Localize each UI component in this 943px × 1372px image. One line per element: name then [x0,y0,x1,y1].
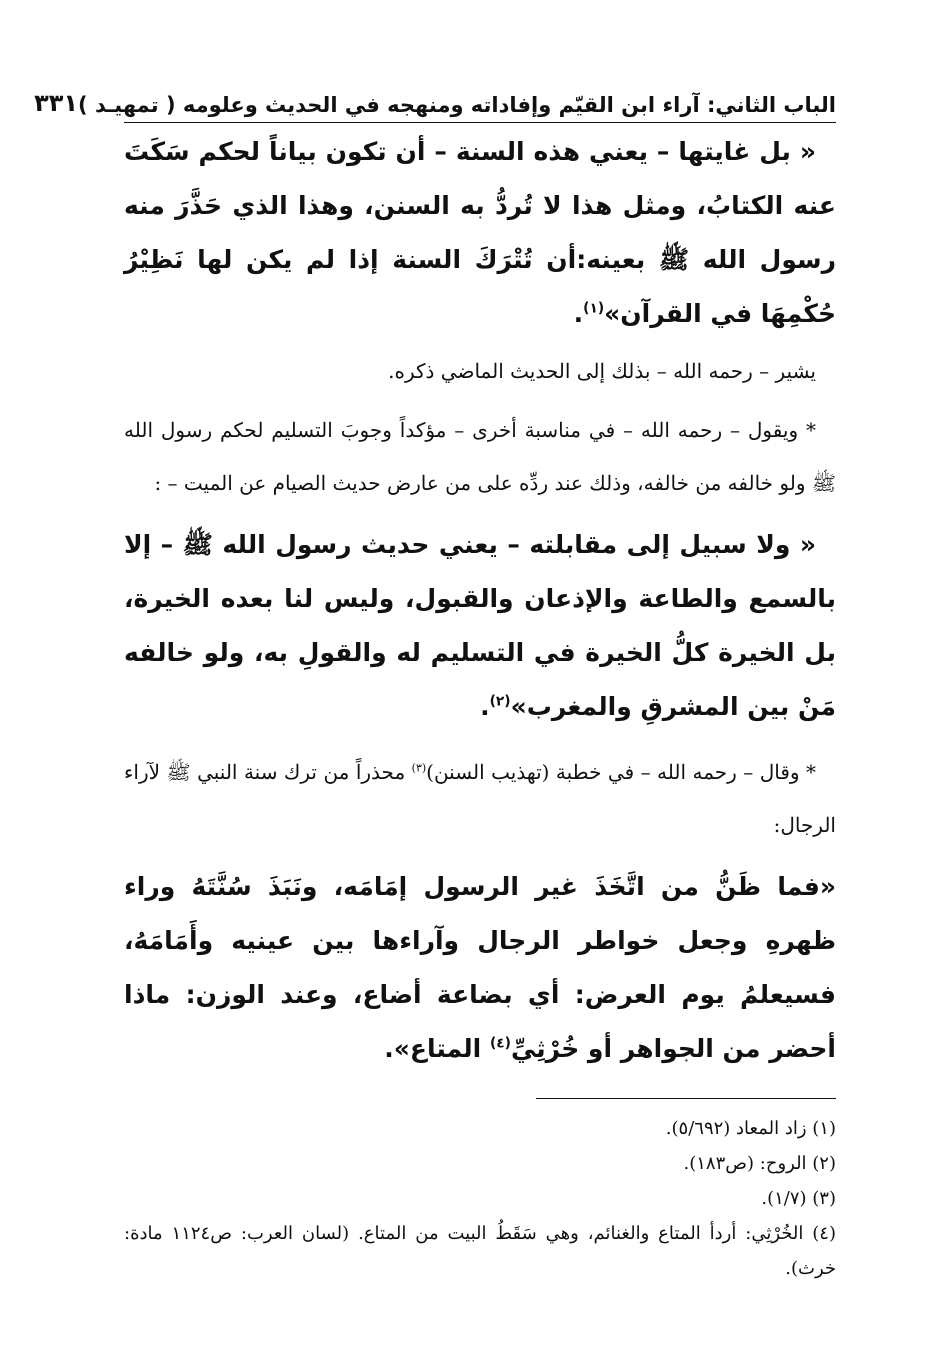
quote-1-text: « بل غايتها – يعني هذه السنة – أن تكون بياناً لحكم سَكَتَ عنه الكتابُ، ومثل هذا لا تُردُّ به السنن، وهذا الذي حَذَّرَ منه رسول الله ﷺ بعينه:أن تُتْرَكَ السنة إذا لم يكن لها نَظِيْرُ حُكْمِهَا في القرآن» [124,137,836,328]
quote-paragraph-1 [124,125,836,341]
footnote-ref-3: (٣) [411,761,427,775]
footnote-ref-2: (٢) [489,693,511,710]
footnote-4: (٤) الخُرْثِي: أردأ المتاع والغنائم، وهي سَقَطُ البيت من المتاع. (لسان العرب: ص١١٢٤ مادة: خرث). [124,1223,836,1279]
footnotes [124,1111,836,1286]
quote-3-text: «فما ظَنُّ من اتَّخَذَ غير الرسول إمَامَه، ونَبَذَ سُنَّتَهُ وراء ظهرهِ وجعل خواطر الرجال وآراءها بين عينيه وأَمَامَهُ، فسيعلمُ يوم العرض: أي بضاعة أضاع، وعند الوزن: ماذا أحضر من الجواهر أو خُرْثِيِّ [124,872,836,1063]
footnote-1: (١) زاد المعاد (٥/٦٩٢). [665,1118,836,1139]
quote-1-tail: . [573,299,584,328]
quote-paragraph-2 [124,518,836,734]
quote-3-tail: المتاع». [384,1034,490,1063]
intro-paragraph-2 [124,404,836,510]
chapter-title: الباب الثاني: آراء ابن القيّم وإفاداته ومنهجه في الحديث وعلومه ( تمهيـد ) [78,92,836,117]
intro-3-text-before: * وقال – رحمه الله – في خطبة (تهذيب السنن) [426,760,816,784]
intro-2-text: * ويقول – رحمه الله – في مناسبة أخرى – مؤكداً وجوبَ التسليم لحكم رسول الله ﷺ ولو خالفه من خالفه، وذلك عند ردِّه على من عارض حديث الصيام عن الميت – : [124,418,836,495]
footnote-ref-4: (٤) [489,1035,511,1052]
footnote-3: (٣) (١/٧). [761,1188,836,1209]
footnote-2: (٢) الروح: (ص١٨٣). [683,1153,836,1174]
footnote-ref-1: (١) [583,300,605,317]
quote-paragraph-3 [124,860,836,1076]
intro-3-text-after: محذراً من ترك سنة النبي ﷺ لآراء الرجال: [124,760,836,837]
quote-2-text: « ولا سبيل إلى مقابلته – يعني حديث رسول الله ﷺ – إلا بالسمع والطاعة والإذعان والقبول، وليس لنا بعده الخيرة، بل الخيرة كلُّ الخيرة في التسليم له والقولِ به، ولو خالفه مَنْ بين المشرقِ والمغرب» [124,530,836,721]
commentary-paragraph [124,345,836,398]
running-header [34,84,836,118]
commentary-1-text: يشير – رحمه الله – بذلك إلى الحديث الماضي ذكره. [388,359,816,383]
quote-2-tail: . [480,692,490,721]
document-page [34,84,836,1286]
header-rule [124,122,836,123]
intro-paragraph-3 [124,746,836,852]
page-number: ٣٣١ [34,89,79,117]
footnote-separator [536,1098,836,1099]
